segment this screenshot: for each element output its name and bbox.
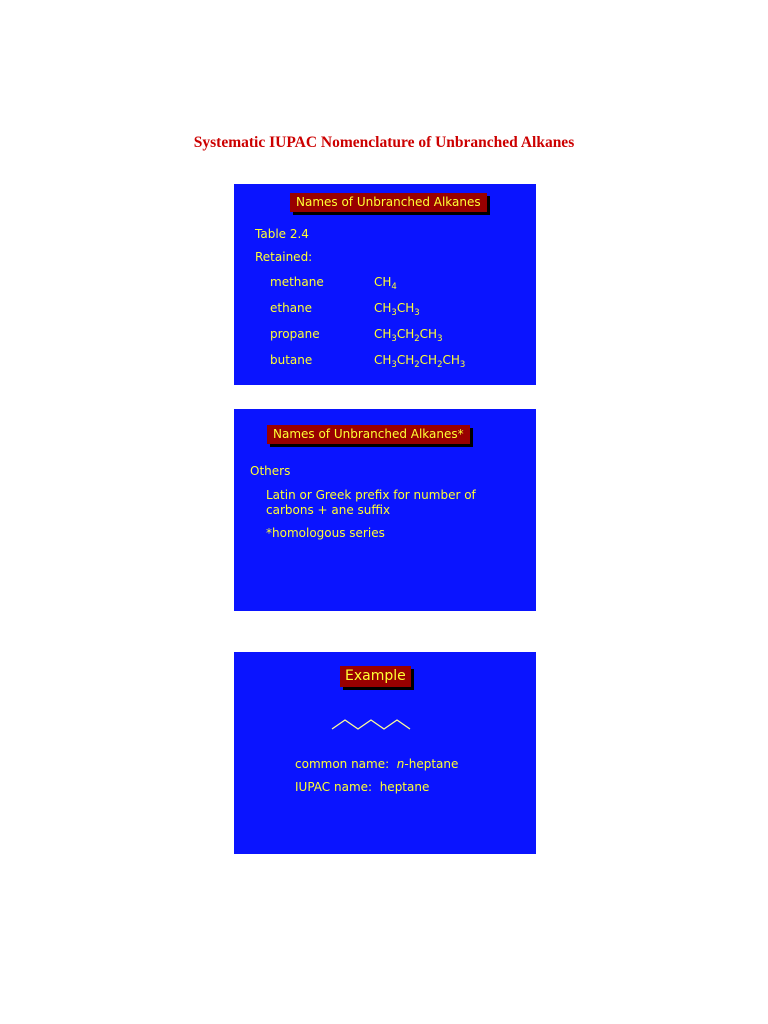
prefix-rule-line2: carbons + ane suffix [266, 503, 391, 517]
homologous-note: *homologous series [266, 526, 385, 540]
normal-prefix: n [396, 757, 405, 771]
common-name-line [295, 757, 458, 771]
common-name-label: common name: [295, 757, 390, 771]
table-label: Table 2.4 [255, 227, 309, 241]
formula-ethane: $CH_3CH_3$ [374, 301, 420, 318]
retained-label: Retained: [255, 250, 313, 264]
slide-banner: Names of Unbranched Alkanes* [267, 425, 470, 444]
prefix-rule-line1: Latin or Greek prefix for number of [266, 488, 476, 502]
formula-subscript: 2 [437, 360, 443, 370]
alkane-name-ethane: ethane [270, 301, 313, 315]
formula-subscript: 3 [391, 360, 397, 370]
slide-example [234, 652, 536, 854]
slide-banner: Example [340, 666, 411, 687]
formula-subscript: 2 [414, 360, 420, 370]
formula-methane: $CH_4$ [374, 275, 397, 292]
slide-retained-names [234, 184, 536, 385]
alkane-name-butane: butane [270, 353, 313, 367]
iupac-name-label: IUPAC name: [295, 780, 373, 794]
formula-butane: $CH_3CH_2CH_2CH_3$ [374, 353, 466, 370]
page-title: Systematic IUPAC Nomenclature of Unbranched Alkanes [193, 134, 575, 151]
others-label: Others [250, 464, 291, 478]
alkane-name-propane: propane [270, 327, 320, 341]
formula-subscript: 3 [391, 334, 397, 344]
iupac-name-value: heptane [379, 780, 430, 794]
formula-subscript: 4 [391, 282, 397, 292]
slide-banner: Names of Unbranched Alkanes [290, 193, 487, 212]
heptane-skeletal-structure [234, 652, 536, 854]
formula-subscript: 3 [437, 334, 443, 344]
formula-subscript: 3 [459, 360, 466, 370]
slide-other-names [234, 409, 536, 611]
iupac-name-line [295, 780, 429, 794]
formula-subscript: 3 [391, 308, 397, 318]
alkane-name-methane: methane [270, 275, 324, 289]
formula-subscript: 3 [414, 308, 420, 318]
formula-propane: $CH_3CH_2CH_3$ [374, 327, 443, 344]
formula-subscript: 2 [414, 334, 420, 344]
common-name-value: -heptane [404, 757, 459, 771]
